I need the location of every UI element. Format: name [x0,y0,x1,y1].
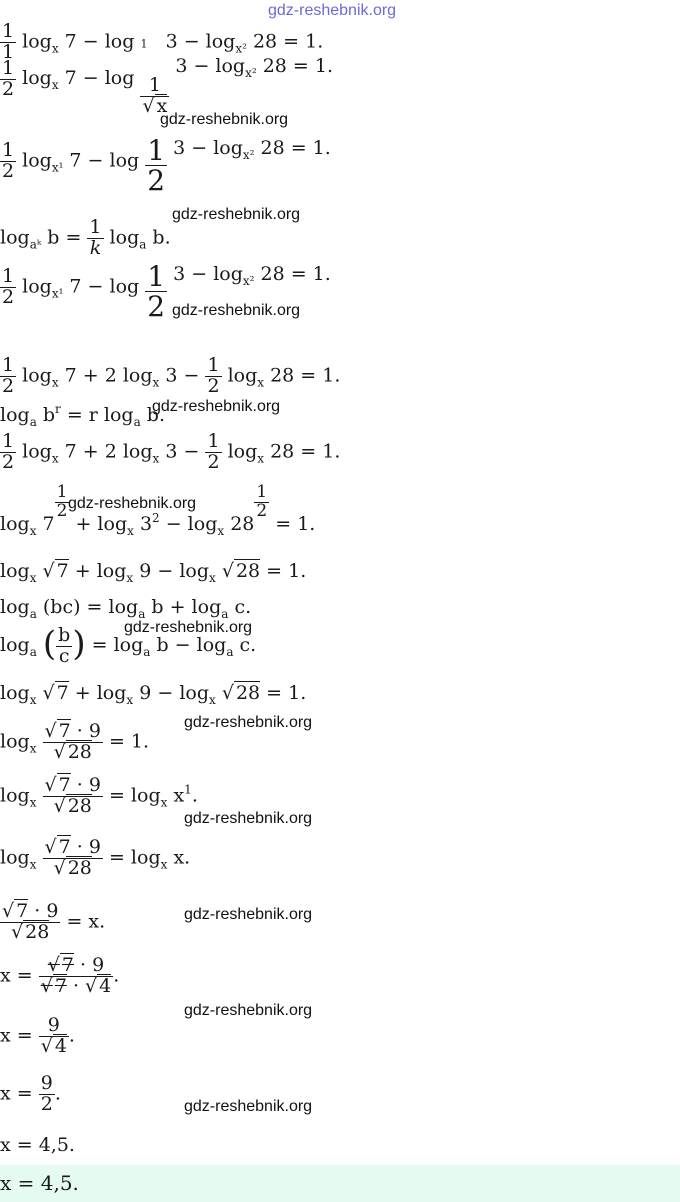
math-line-12: $\log_a$ ( $\frac{b}{c}$ ) = $\log_a b - \log_a c$. [0,623,257,667]
watermark: gdz-reshebnik.org [184,1098,313,1115]
math-line-8: $\frac{1}{2}$ $\log_x 7 + 2$ $\log_x 3$ − $\frac{1}{2}$ $\log_x 28 = 1$. [2,430,341,473]
watermark: gdz-reshebnik.org [172,302,301,319]
watermark: gdz-reshebnik.org [184,1002,313,1019]
math-line-2: $\frac{1}{2}$ $\log_x 7 - \log$ $\frac{1}{√ x}$ $3 - \log_{x^2} 28 = 1$. [2,55,334,117]
math-line-1: $\frac{1}{1}$ $\log_x 7 - \log 1$ $3 - \log_{x^2} 28 = 1$. [2,20,324,63]
math-line-5: $\frac{1}{2}$ $\log_{x^1} 7 - \log$ $\frac{1}{2}$ $3 - \log_{x^2} 28 = 1$. [2,260,331,324]
math-line-18: x = $\frac{√ 7 \cdot 9}{√ 7 \cdot √ 4}$ . [0,954,120,997]
math-line-21 [0,1134,75,1162]
result-text: x = 4,5. [0,1134,75,1156]
math-line-4: $\log_{aᵏ} b$ = $\frac{1}{k}$ $\log_a b$. [0,216,171,259]
final-answer [0,1171,79,1199]
math-line-17: $\frac{√ 7 \cdot 9}{√ 28}$ = x. [2,900,106,943]
math-line-20: x = $\frac{9}{2}$ . [0,1072,61,1115]
math-line-9: $\log_x 7$ $\frac{1}{2}$ + $\log_x 3^2 - \log_x 28$ $\frac{1}{2}$ = 1. [0,482,316,538]
watermark: gdz-reshebnik.org [184,714,313,731]
math-line-19: x = $\frac{9}{√ 4}$ . [0,1014,75,1057]
math-line-3: $\frac{1}{2}$ $\log_{x^1} 7 - \log$ $\frac{1}{2}$ $3 - \log_{x^2} 28 = 1$. [2,134,331,198]
math-line-6: $\frac{1}{2}$ $\log_x 7 + 2$ $\log_x 3$ − $\frac{1}{2}$ $\log_x 28 = 1$. [2,354,341,397]
math-line-11: $\log_a (bc) = \log_a b + \log_a c$. [0,596,252,621]
watermark: gdz-reshebnik.org [172,206,301,223]
watermark: gdz-reshebnik.org [160,111,289,128]
watermark: gdz-reshebnik.org [124,619,253,636]
math-line-16: $\log_x$ $\frac{√ 7 \cdot 9}{√ 28}$ = $\log_x x$. [0,836,191,879]
answer-highlight [0,1165,680,1202]
watermark: gdz-reshebnik.org [184,810,313,827]
watermark: gdz-reshebnik.org [184,906,313,923]
math-line-15: $\log_x$ $\frac{√ 7 \cdot 9}{√ 28}$ = $\log_x x^1$. [0,774,198,817]
watermark-top: gdz-reshebnik.org [268,2,397,19]
math-line-14: $\log_x$ $\frac{√ 7 \cdot 9}{√ 28}$ = 1. [0,720,150,763]
math-line-10: $\log_x$ √ $7 + \log_x 9 - \log_x$ √ 28 = 1. [0,560,307,585]
answer-text: x = 4,5. [0,1171,79,1195]
watermark: gdz-reshebnik.org [152,398,281,415]
math-line-13: $\log_x$ √ $7 + \log_x 9 - \log_x$ √ 28 = 1. [0,682,307,707]
watermark: gdz-reshebnik.org [68,495,197,512]
math-line-7: $\log_a b^r = r$ $\log_a b$. [0,402,166,429]
